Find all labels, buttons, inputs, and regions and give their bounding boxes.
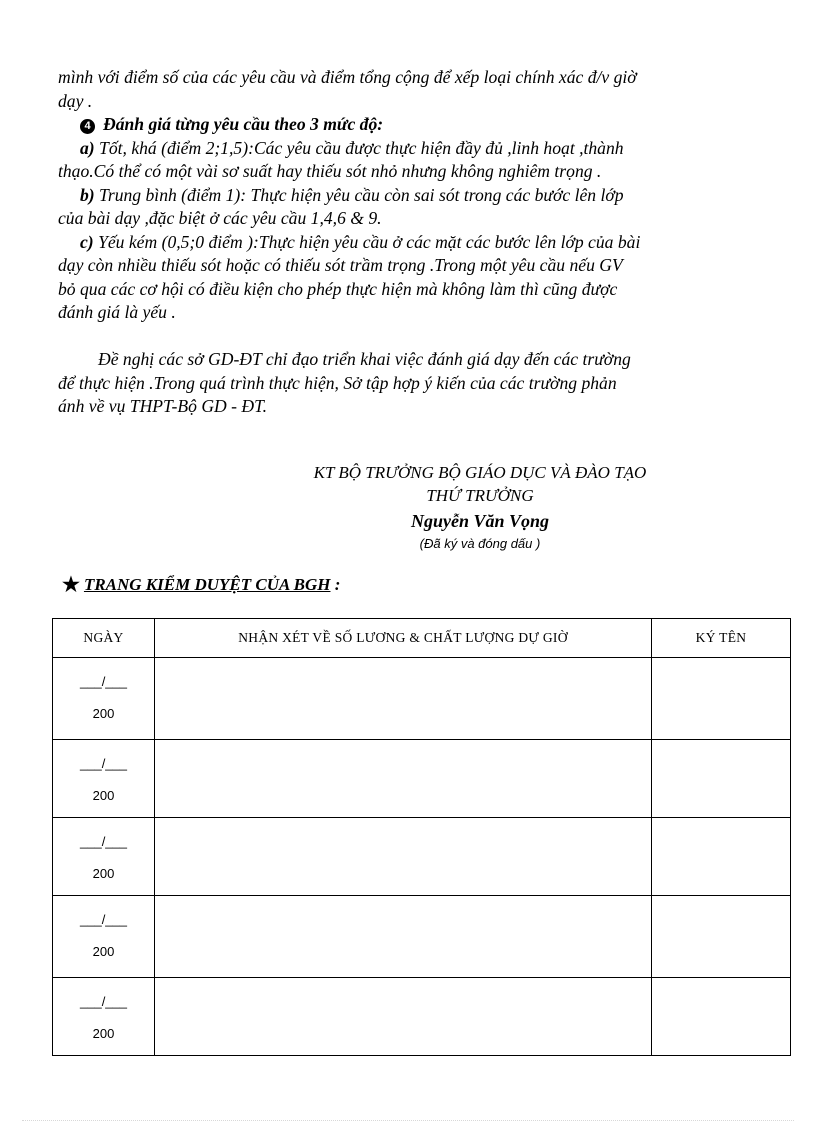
section-heading (58, 113, 790, 137)
page-bottom-divider (22, 1120, 794, 1121)
date-cell (53, 818, 155, 896)
table-row (53, 896, 791, 978)
signature-cell[interactable] (652, 818, 791, 896)
section-title: Đánh giá từng yêu cầu theo 3 mức độ: (103, 114, 384, 134)
date-cell (53, 978, 155, 1056)
text-line: bỏ qua các cơ hội có điều kiện cho phép thực hiện mà không làm thì cũng được (58, 278, 618, 299)
date-year: 200 (92, 866, 115, 881)
text-line: của bài dạy ,đặc biệt ở các yêu cầu 1,4,6 & 9. (58, 208, 382, 228)
date-blank: ___/___ (80, 994, 127, 1009)
date-year: 200 (92, 788, 115, 803)
text-line: để thực hiện .Trong quá trình thực hiện, Sở tập hợp ý kiến của các trường phản (58, 372, 617, 393)
text-line: ánh về vụ THPT-Bộ GD - ĐT. (58, 396, 267, 416)
table-row (53, 658, 791, 740)
date-blank: ___/___ (80, 834, 127, 849)
text-line: Đề nghị các sở GD-ĐT chỉ đạo triển khai việc đánh giá dạy đến các trường (98, 349, 631, 369)
signature-note: (Đã ký và đóng dấu ) (419, 536, 541, 551)
item-a (58, 137, 790, 161)
text-line: dạy . (58, 90, 93, 111)
table-row (53, 818, 791, 896)
comment-cell[interactable] (155, 818, 652, 896)
date-blank: ___/___ (80, 912, 127, 927)
item-b-label: b) (80, 184, 95, 205)
table-row (53, 740, 791, 818)
comment-cell[interactable] (155, 740, 652, 818)
document-body (58, 66, 790, 419)
review-colon: : (330, 575, 341, 594)
date-year: 200 (92, 706, 115, 721)
date-cell (53, 658, 155, 740)
date-blank: ___/___ (80, 756, 127, 771)
star-icon: ★ (62, 574, 80, 596)
header-date: NGÀY (53, 619, 155, 658)
review-heading (62, 572, 340, 597)
blank-line (58, 325, 790, 349)
item-c-text: Yếu kém (0,5;0 điểm ):Thực hiện yêu cầu ở các mặt các bước lên lớp của bài (93, 231, 641, 252)
date-year: 200 (92, 1026, 115, 1041)
review-title: TRANG KIỂM DUYỆT CỦA BGH (83, 575, 331, 594)
signature-cell[interactable] (652, 978, 791, 1056)
comment-cell[interactable] (155, 978, 652, 1056)
header-comments: NHẬN XÉT VỀ SỐ LƯƠNG & CHẤT LƯỢNG DỰ GIỜ (155, 619, 652, 658)
signature-cell[interactable] (652, 896, 791, 978)
item-c-label: c) (80, 231, 94, 252)
text-line: mình với điểm số của các yêu cầu và điểm tổng cộng để xếp loại chính xác đ/v giờ (58, 67, 637, 87)
signature-cell[interactable] (652, 658, 791, 740)
comment-cell[interactable] (155, 658, 652, 740)
table-row (53, 978, 791, 1056)
signature-position: THỨ TRƯỞNG (426, 486, 534, 505)
date-cell (53, 740, 155, 818)
date-blank: ___/___ (80, 674, 127, 689)
signature-name: Nguyễn Văn Vọng (410, 511, 550, 531)
signature-title: KT BỘ TRƯỞNG BỘ GIÁO DỤC VÀ ĐÀO TẠO (313, 463, 647, 482)
header-signature: KÝ TÊN (652, 619, 791, 658)
date-cell (53, 896, 155, 978)
review-table (52, 618, 791, 1056)
item-a-text: Tốt, khá (điểm 2;1,5):Các yêu cầu được thực hiện đầy đủ ,linh hoạt ,thành (94, 137, 624, 158)
item-a-label: a) (80, 137, 95, 158)
date-year: 200 (92, 944, 115, 959)
numbered-bullet-icon: 4 (80, 119, 95, 134)
comment-cell[interactable] (155, 896, 652, 978)
item-b-text: Trung bình (điểm 1): Thực hiện yêu cầu còn sai sót trong các bước lên lớp (94, 184, 624, 205)
text-line: đánh giá là yếu . (58, 302, 176, 322)
item-b (58, 184, 790, 208)
signature-cell[interactable] (652, 740, 791, 818)
text-line: thạo.Có thể có một vài sơ suất hay thiếu sót nhỏ nhưng không nghiêm trọng . (58, 161, 602, 181)
text-line: dạy còn nhiều thiếu sót hoặc có thiếu sót trầm trọng .Trong một yêu cầu nếu GV (58, 255, 623, 275)
item-c (58, 231, 790, 255)
table-header-row (53, 619, 791, 658)
